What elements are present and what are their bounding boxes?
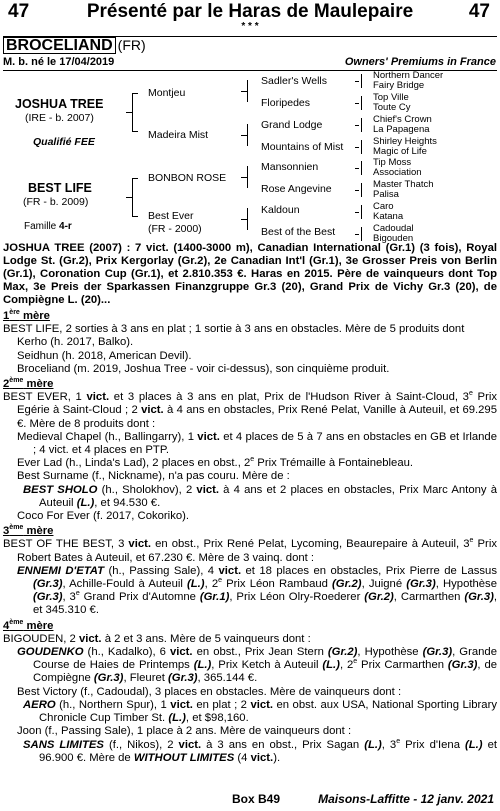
sale-place-date: Maisons-Laffitte - 12 janv. 2021	[318, 792, 494, 806]
bracket	[132, 93, 133, 131]
dam-details: (FR - b. 2009)	[23, 196, 89, 208]
second-dam-heading: 2ème mère	[3, 377, 54, 391]
produce-entry: Medieval Chapel (h., Ballingarry), 1 vict. et 4 places de 5 à 7 ans en obstacles en GB et Irlande ; 4 vict. et 4 places en PTP.	[17, 430, 497, 457]
pedigree-g3: Association	[373, 167, 422, 178]
pedigree-g2: Rose Angevine	[261, 183, 332, 195]
lot-number-right: 47	[468, 1, 490, 22]
pedigree-g2: Floripedes	[261, 97, 311, 109]
produce-entry: Coco For Ever (f. 2017, Cokoriko).	[17, 510, 190, 523]
pedigree-g3: Magic of Life	[373, 146, 427, 157]
third-dam-heading: 3ème mère	[3, 524, 54, 538]
dam-paragraph: BEST EVER, 1 vict. et 3 places à 3 ans en plat, Prix de l'Hudson River à Saint-Cloud, 3e Prix Egérie à Saint-Cloud ; 2 vict. à 4 ans en obstacles, Prix René Pelat, Vanille à Auteuil, et 69.295 €. Mère de 8 produits dont :	[3, 390, 497, 430]
produce-entry: Joon (f., Passing Sale), 1 place à 2 ans. Mère de vainqueurs dont :	[17, 725, 352, 738]
produce-entry: Broceliand (m. 2019, Joshua Tree - voir ci-dessus), son cinquième produit.	[17, 362, 390, 375]
catalogue-text	[3, 242, 497, 765]
pedigree-g3: Caro	[373, 201, 394, 212]
pedigree-g2: Grand Lodge	[261, 119, 323, 131]
box-number: Box B49	[232, 792, 281, 806]
fourth-dam-heading: 4ème mère	[3, 618, 54, 632]
sire-details: (IRE - b. 2007)	[25, 112, 94, 124]
sex-birthdate: M. b. né le 17/04/2019	[3, 56, 115, 68]
first-dam-heading: 1ère mère	[3, 309, 50, 322]
produce-entry: Best Surname (f., Nickname), n'a pas couru. Mère de :	[17, 470, 290, 483]
pedigree-dam-sire: BONBON ROSE	[148, 172, 227, 184]
pedigree-g3: Bigouden	[373, 233, 414, 244]
page-footer	[0, 792, 500, 810]
page-header	[0, 0, 500, 40]
produce-entry: Ever Lad (h., Linda's Lad), 2 places en obst., 2e Prix Trémaille à Fontainebleau.	[17, 456, 414, 470]
produce-entry: GOUDENKO (h., Kadalko), 6 vict. en obst., Prix Jean Stern (Gr.2), Hypothèse (Gr.3), Grande Course de Haies de Printemps (L.), Prix Ketch à Auteuil (L.), 2e Prix Carmarthen (Gr.3), de Compiègne (Gr.3), Fleuret (Gr.3), 365.144 €.	[17, 646, 498, 685]
pedigree-g2: Best of the Best	[261, 226, 336, 238]
produce-entry: Best Victory (f., Cadoudal), 3 places en obstacles. Mère de vainqueurs dont :	[17, 685, 402, 698]
pedigree-g2: Kaldoun	[261, 204, 300, 216]
sire-qualification: Qualifié FEE	[33, 136, 95, 148]
pedigree-g2: Mountains of Mist	[261, 141, 344, 153]
pedigree-g3: Toute Cy	[373, 102, 411, 113]
horse-name: BROCELIAND (FR)	[3, 37, 146, 55]
produce-entry: Seidhun (h. 2018, American Devil).	[17, 349, 192, 362]
consignor-title: Présenté par le Haras de Maulepaire	[86, 1, 414, 22]
owners-premiums: Owners' Premiums in France	[344, 56, 496, 68]
pedigree-dam-dam-details: (FR - 2000)	[148, 223, 202, 235]
dam-family: Famille 4-r	[24, 221, 72, 232]
sire-summary: JOSHUA TREE (2007) : 7 vict. (1400-3000 m), Canadian International (Gr.1) (3 fois), Royal Lodge St. (Gr.2), Prix Kergorlay (Gr.2), 2e Canadian Int'l (Gr.1), 3e Grosser Preis von Berlin (Gr.1), Coronation Cup (Gr.1), et 2.810.353 €. Haras en 2015. Père de vainqueurs dont Top Max, 3e Preis der Sparkassen Finanzgruppe Gr.3 (20), Grand Prix de Vichy Gr.3 (20), de Compiègne L. (20)...	[3, 242, 497, 306]
pedigree-g3: Master Thatch	[373, 179, 434, 190]
dam-paragraph: BEST LIFE, 2 sorties à 3 ans en plat ; 1 sortie à 3 ans en obstacles. Mère de 5 produits dont	[3, 323, 465, 336]
pedigree-g2: Mansonnien	[261, 161, 319, 173]
pedigree-g3: Tip Moss	[373, 157, 412, 168]
pedigree-g3: Top Ville	[373, 92, 409, 103]
pedigree-dam-dam: Best Ever	[148, 210, 194, 222]
pedigree-g3: La Papagena	[373, 124, 430, 135]
separator-stars: * * *	[241, 21, 259, 32]
dam-paragraph: BEST OF THE BEST, 3 vict. en obst., Prix René Pelat, Lycoming, Beaurepaire à Auteuil, 3e Prix Robert Bates à Auteuil, et 67.230 €. Mère de 3 vainq. dont :	[3, 537, 497, 564]
pedigree-g3: Northern Dancer	[373, 70, 444, 81]
pedigree-sire-sire: Montjeu	[148, 87, 186, 99]
produce-entry: BEST SHOLO (h., Sholokhov), 2 vict. à 4 ans et 2 places en obstacles, Prix Marc Antony à Auteuil (L.), et 94.530 €.	[23, 483, 497, 509]
produce-entry: ENNEMI D'ETAT (h., Passing Sale), 4 vict. et 18 places en obstacles, Prix Pierre de Lassus (Gr.3), Achille-Fould à Auteuil (L.), 2e Prix Léon Rambaud (Gr.2), Juigné (Gr.3), Hypothèse (Gr.3), 3e Grand Prix d'Automne (Gr.1), Prix Léon Olry-Roederer (Gr.2), Carmarthen (Gr.3), et 345.310 €.	[17, 564, 498, 617]
pedigree-sire-dam: Madeira Mist	[148, 129, 209, 141]
produce-entry: Kerho (h. 2017, Balko).	[17, 336, 134, 349]
pedigree-g3: Fairy Bridge	[373, 80, 425, 91]
dam-paragraph: BIGOUDEN, 2 vict. à 2 et 3 ans. Mère de 5 vainqueurs dont :	[3, 632, 311, 645]
produce-entry: AERO (h., Northern Spur), 1 vict. en plat ; 2 vict. en obst. aux USA, National Sporting Library Chronicle Cup Timber St. (L.), et $98,160.	[23, 698, 497, 725]
dam-name: BEST LIFE	[28, 181, 92, 195]
lot-number-left: 47	[8, 1, 30, 22]
produce-entry: SANS LIMITES (f., Nikos), 2 vict. à 3 ans en obst., Prix Sagan (L.), 3e Prix d'Iena (L.) et 96.900 €. Mère de WITHOUT LIMITES (4 vict.).	[23, 737, 497, 764]
pedigree-g2: Sadler's Wells	[261, 75, 327, 87]
bracket	[132, 178, 133, 216]
pedigree-g3: Cadoudal	[373, 223, 414, 234]
sire-name: JOSHUA TREE	[15, 97, 104, 111]
pedigree-g3: Katana	[373, 211, 404, 222]
pedigree-g3: Shirley Heights	[373, 136, 437, 147]
pedigree-g3: Palisa	[373, 189, 399, 200]
pedigree-g3: Chief's Crown	[373, 114, 432, 125]
